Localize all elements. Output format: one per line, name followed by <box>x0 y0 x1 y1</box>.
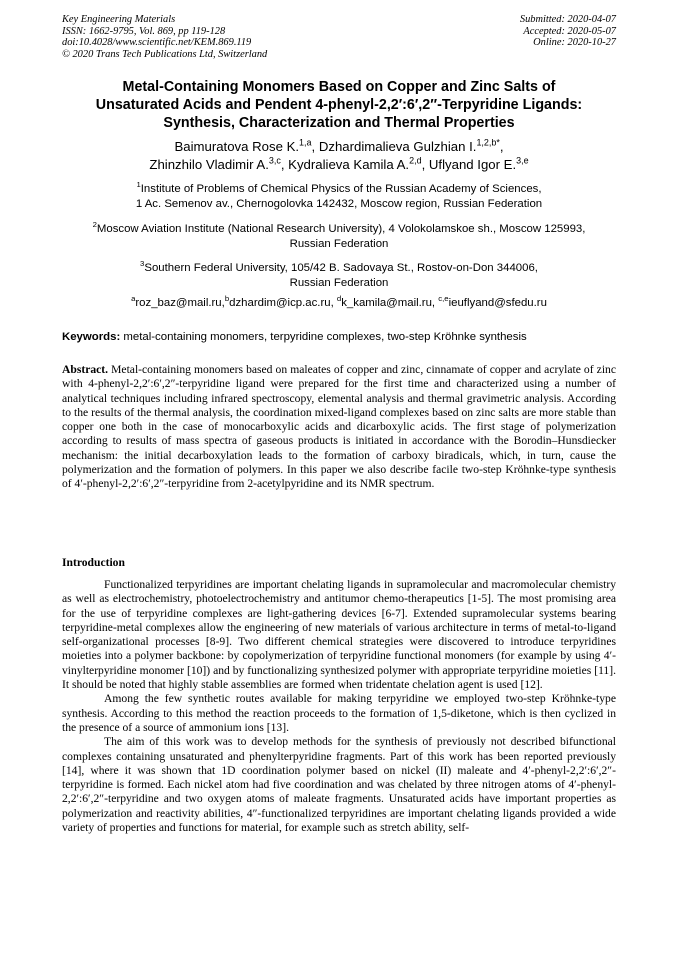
author-emails <box>40 296 638 311</box>
affiliation-3 <box>40 261 638 290</box>
keywords <box>62 330 622 344</box>
email-sup: a <box>131 294 136 304</box>
author-name: Dzhardimalieva Gulzhian I. <box>318 139 477 154</box>
date-online: Online: 2020-10-27 <box>533 37 616 49</box>
author-line: Zhinzhilo Vladimir A.$^{3,c}$, Kydralieva Kamila A.$^{2,d}$, Uflyand Igor E.$^{3,e}$ <box>149 155 529 172</box>
journal-info <box>62 14 267 60</box>
affiliation-line <box>40 182 638 197</box>
author-name: Uflyand Igor E. <box>428 157 517 172</box>
abstract-label: Abstract. <box>62 363 109 376</box>
author-affil-sup: 3,c <box>268 155 281 166</box>
paragraph: Among the few synthetic routes available for making terpyridine we employed two-step Kröhnke-type synthesis. According to this method the reaction proceeds to the formation of 1,5-diketone, which is then cyclized in the presence of a source of ammonium ions [13]. <box>62 692 616 734</box>
paragraph: The aim of this work was to develop methods for the synthesis of previously not described bifunctional complexes containing unsaturated and phenylterpyridine fragments. Part of this work has been reported previously [14], where it was shown that 1D coordination polymer based on nickel (II) maleate and 4′-phenyl-2,2′:6′,2″-terpyridine is formed. Each nickel atom had five coordination and was chelated by three nitrogen atoms of 4′-phenyl-2,2′:6′,2″-terpyridine and two oxygen atoms of maleate fragments. Unsaturated acids have important properties as polymerization and reactivity abilities, 4″-functionalized terpyridines are important chelating ligands provided a wide variety of properties and functions for material, for example such as stretch ability, self- <box>62 735 616 835</box>
author-affil-sup: 2,d <box>409 155 422 166</box>
email-sup: d <box>336 294 342 304</box>
journal-doi[interactable]: doi:10.4028/www.scientific.net/KEM.869.119 <box>62 37 252 49</box>
affiliation-number: 1 <box>136 180 141 190</box>
affiliation-number: 3 <box>140 259 145 269</box>
publication-dates <box>520 14 616 49</box>
introduction-body <box>62 578 616 835</box>
affiliation-text: 1 Ac. Semenov av., Chernogolovka 142432, Moscow region, Russian Federation <box>135 197 543 210</box>
email-link[interactable]: dzhardim@icp.ac.ru, <box>229 297 334 309</box>
abstract <box>62 363 616 492</box>
author-affil-sup: 1,2,b* <box>476 137 500 148</box>
journal-issn: ISSN: 1662-9795, Vol. 869, pp 119-128 <box>62 25 226 37</box>
affiliation-2 <box>40 222 638 251</box>
author-line: Baimuratova Rose K.$^{1,a}$, Dzhardimalieva Gulzhian I.$^{1,2,b*}$, <box>174 137 504 154</box>
author-list <box>40 138 638 174</box>
author-name: Baimuratova Rose K. <box>174 139 300 154</box>
paragraph: Functionalized terpyridines are important chelating ligands in supramolecular and macromolecular chemistry as well as electrochemistry, photoelectrochemistry and antitumor chemo-therapeutics [1-5]. The most promising area for the use of terpyridine complexes are light-gathering devices [6-7]. Extended supramolecular systems bearing terpyridine-metal complexes allow the engineering of new materials of various architecture in terms of metal-to-ligand self-organizational processes [8-9]. Two different chemical strategies were discovered to introduce terpyridines moieties into a polymer backbone: by copolymerization of terpyridine functional monomers (for example by using 4′-vinylterpyridine monomer [10]) and by functionalizing synthesized polymer with appropriate terpyridine moieties [11]. It should be noted that highly stable assemblies are formed when tridentate chelation agent is used [12]. <box>62 578 616 692</box>
keywords-label: Keywords: <box>62 331 121 343</box>
section-heading-introduction: Introduction <box>62 556 125 569</box>
date-submitted: Submitted: 2020-04-07 <box>519 14 616 25</box>
affiliation-line <box>40 261 638 276</box>
author-affil-sup: 1,a <box>299 137 312 148</box>
journal-copyright: © 2020 Trans Tech Publications Ltd, Switzerland <box>62 48 268 60</box>
email-sup: c,e <box>438 294 449 304</box>
affiliation-line <box>40 222 638 237</box>
affiliation-1 <box>40 182 638 211</box>
date-accepted: Accepted: 2020-05-07 <box>523 25 616 37</box>
abstract-text: Metal-containing monomers based on maleates of copper and zinc, cinnamate of copper and acrylate of zinc with 4-phenyl-2,2′:6′,2″-terpyridine ligand were prepared for the first time and characterized using a number of analytical techniques including infrared spectroscopy, elemental analysis and thermal gravimetric analysis. According to the results of the thermal analysis, the coordination mixed-ligand complexes based on zinc salts are more stable than copper one both in the case of monocarboxylic acids and dicarboxylic acids. The first stage of polymerization according to results of mass spectra of gaseous products is initiated in accordance with the Borodin–Hunsdiecker mechanism: the initial decarboxylation leads to the formation of carboxy biradicals, which, in turn, cause the polymerization and the formation of polymers. In this paper we also describe facile two-step Kröhnke-type synthesis of 4′-phenyl-2,2′:6′,2″-terpyridine from 2-acetylpyridine and its NMR spectrum. <box>62 363 616 491</box>
title-line: Unsaturated Acids and Pendent 4-phenyl-2,2′:6′,2″-Terpyridine Ligands: <box>95 97 583 113</box>
paper-title <box>40 78 638 132</box>
affiliation-text: Russian Federation <box>289 276 389 289</box>
affiliation-text: Southern Federal University, 105/42 B. Sadovaya St., Rostov‑on‑Don 344006, <box>144 262 538 274</box>
email-link[interactable]: k_kamila@mail.ru, <box>341 297 436 309</box>
author-name: Zhinzhilo Vladimir A. <box>149 157 269 172</box>
affiliation-text: Institute of Problems of Chemical Physics of the Russian Academy of Sciences, <box>140 183 542 195</box>
affiliation-number: 2 <box>92 220 97 230</box>
journal-name: Key Engineering Materials <box>62 14 176 25</box>
author-name: Kydralieva Kamila A. <box>288 157 410 172</box>
affiliation-text: Moscow Aviation Institute (National Research University), 4 Volokolamskoe sh., Moscow 125993, <box>96 223 586 235</box>
title-line: Synthesis, Characterization and Thermal Properties <box>163 115 515 131</box>
email-link[interactable]: ieuflyand@sfedu.ru <box>448 297 547 309</box>
title-line: Metal-Containing Monomers Based on Copper and Zinc Salts of <box>122 79 556 95</box>
author-affil-sup: 3,e <box>516 155 529 166</box>
email-sup: b <box>224 294 230 304</box>
keywords-text: metal-containing monomers, terpyridine complexes, two-step Kröhnke synthesis <box>123 331 527 343</box>
email-link[interactable]: roz_baz@mail.ru, <box>135 297 225 309</box>
affiliation-text: Russian Federation <box>289 237 389 250</box>
